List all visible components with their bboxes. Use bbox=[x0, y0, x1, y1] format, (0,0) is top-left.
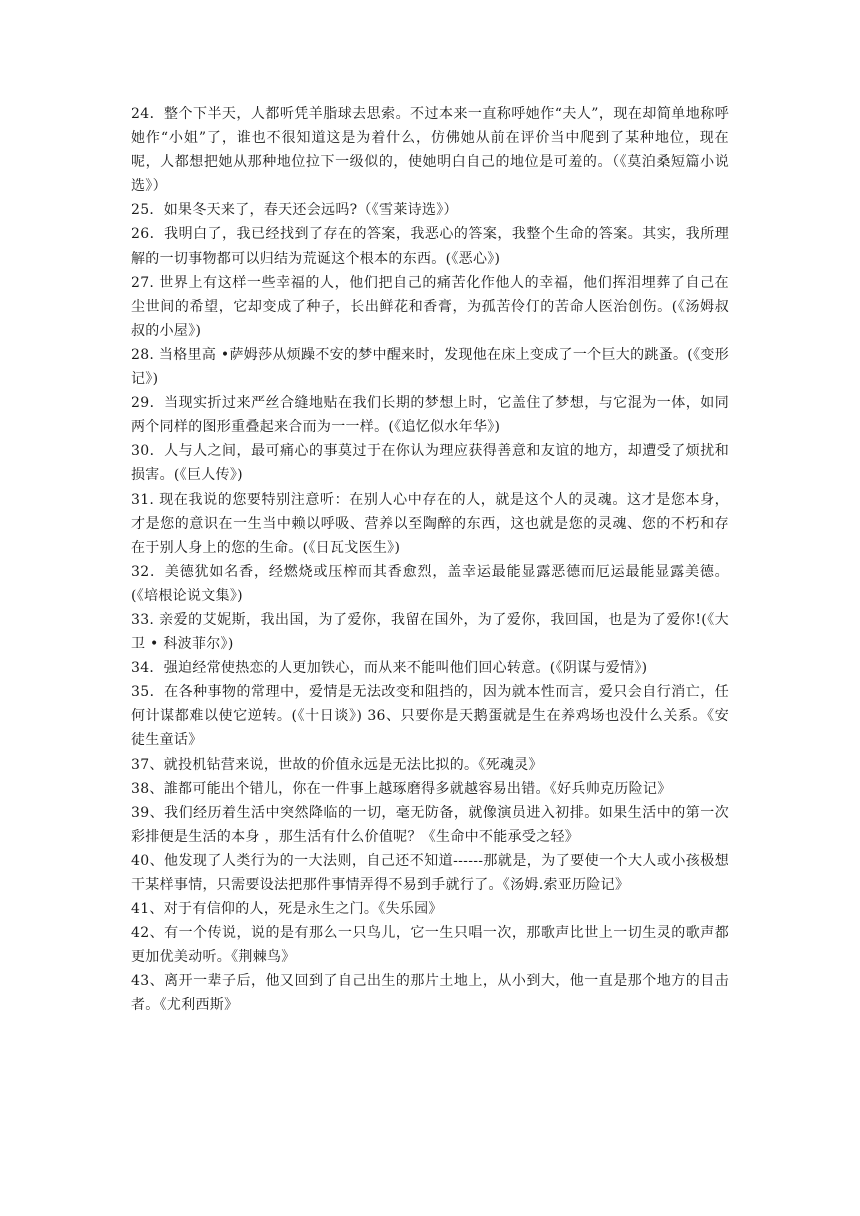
quote-paragraph-25: 25．如果冬天来了，春天还会远吗?（《雪莱诗选》） bbox=[131, 202, 458, 219]
quote-paragraph-30: 30．人与人之间，最可痛心的事莫过于在你认为理应获得善意和友谊的地方，却遭受了烦扰和损害。(《巨人传》) bbox=[131, 443, 729, 484]
quote-paragraph-33: 33. 亲爱的艾妮斯，我出国，为了爱你，我留在国外，为了爱你，我回国，也是为了爱你!(《大卫 • 科波菲尔》) bbox=[131, 611, 729, 653]
quote-list bbox=[131, 102, 729, 1018]
quote-paragraph-28: 28. 当格里高 •萨姆莎从烦躁不安的梦中醒来时，发现他在床上变成了一个巨大的跳蚤。(《变形记》) bbox=[131, 346, 729, 388]
quote-paragraph-39: 39、我们经历着生活中突然降临的一切，毫无防备，就像演员进入初排。如果生活中的第一次彩排便是生活的本身 ，那生活有什么价值呢？《生命中不能承受之轻》 bbox=[131, 804, 729, 845]
quote-paragraph-24: 24．整个下半天，人都听凭羊脂球去思索。不过本来一直称呼她作“夫人”，现在却简单地称呼她作“小姐”了，谁也不很知道这是为着什么，仿佛她从前在评价当中爬到了某种地位，现在呢，人都想把她从那种地位拉下一级似的，使她明白自己的地位是可羞的。（《莫泊桑短篇小说选》） bbox=[131, 106, 729, 195]
quote-paragraph-26: 26．我明白了，我已经找到了存在的答案，我恶心的答案，我整个生命的答案。其实，我所理解的一切事物都可以归结为荒诞这个根本的东西。(《恶心》) bbox=[131, 226, 729, 267]
quote-paragraph-29: 29．当现实折过来严丝合缝地贴在我们长期的梦想上时，它盖住了梦想，与它混为一体，如同两个同样的图形重叠起来合而为一一样。(《追忆似水年华》) bbox=[131, 395, 729, 436]
quote-paragraph-43: 43、离开一辈子后，他又回到了自己出生的那片土地上，从小到大，他一直是那个地方的目击者。《尤利西斯》 bbox=[131, 973, 729, 1014]
quote-paragraph-31: 31. 现在我说的您要特别注意听：在别人心中存在的人，就是这个人的灵魂。这才是您本身，才是您的意识在一生当中赖以呼吸、营养以至陶醉的东西，这也就是您的灵魂、您的不朽和存在于别人身上的您的生命。(《日瓦戈医生》) bbox=[131, 491, 729, 556]
quote-paragraph-42: 42、有一个传说，说的是有那么一只鸟儿，它一生只唱一次，那歌声比世上一切生灵的歌声都更加优美动听。《荆棘鸟》 bbox=[131, 925, 729, 966]
quote-paragraph-34: 34．强迫经常使热恋的人更加铁心，而从来不能叫他们回心转意。(《阴谋与爱情》) bbox=[131, 660, 648, 677]
quote-paragraph-27: 27. 世界上有这样一些幸福的人，他们把自己的痛苦化作他人的幸福，他们挥泪埋葬了自己在尘世间的希望，它却变成了种子，长出鲜花和香膏，为孤苦伶仃的苦命人医治创伤。(《汤姆叔叔的小屋》) bbox=[131, 274, 729, 339]
quote-paragraph-32: 32．美德犹如名香，经燃烧或压榨而其香愈烈，盖幸运最能显露恶德而厄运最能显露美德。(《培根论说文集》) bbox=[131, 563, 729, 604]
quote-paragraph-35: 35．在各种事物的常理中，爱情是无法改变和阻挡的，因为就本性而言，爱只会自行消亡，任何计谋都难以使它逆转。(《十日谈》) 36、只要你是天鹅蛋就是生在养鸡场也没什么关系。《安徒生童话》 bbox=[131, 684, 729, 749]
quote-paragraph-37: 37、就投机钻营来说，世故的价值永远是无法比拟的。《死魂灵》 bbox=[131, 756, 543, 773]
quote-paragraph-41: 41、对于有信仰的人，死是永生之门。《失乐园》 bbox=[131, 901, 443, 918]
quote-paragraph-40: 40、他发现了人类行为的一大法则，自己还不知道------那就是，为了要使一个大人或小孩极想干某样事情，只需要设法把那件事情弄得不易到手就行了。《汤姆.索亚历险记》 bbox=[131, 852, 729, 893]
quote-paragraph-38: 38、誰都可能出个错儿，你在一件事上越琢磨得多就越容易出错。《好兵帅克历险记》 bbox=[131, 780, 672, 797]
